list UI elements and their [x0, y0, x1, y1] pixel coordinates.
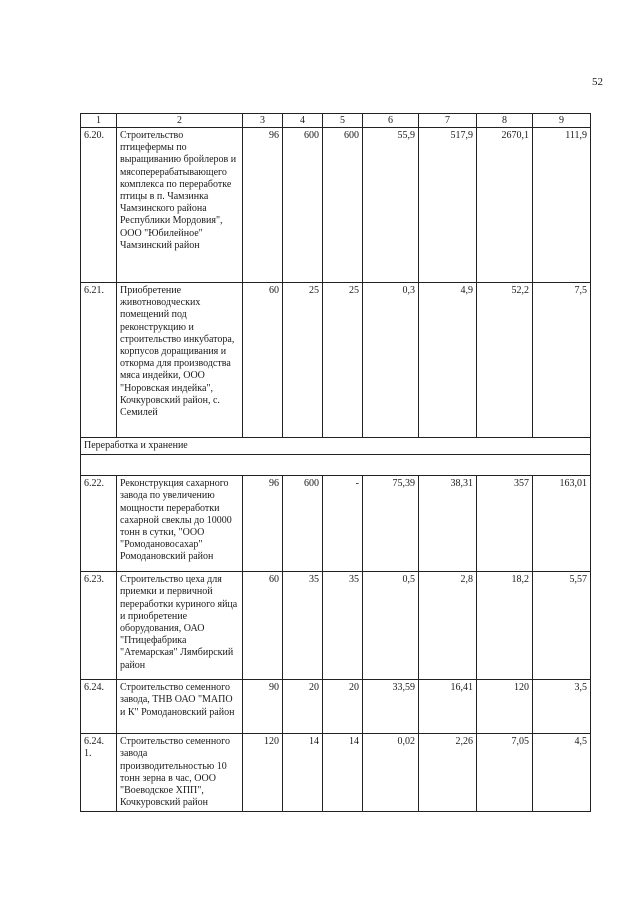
- row-index: 6.23.: [81, 572, 117, 680]
- cell-col9: 111,9: [533, 128, 591, 283]
- project-name: Строительство цеха для приемки и первичной переработки куриного яйца и приобретение оборудования, ОАО "Птицефабрика "Атемарская" Лямбирский район: [117, 572, 243, 680]
- cell-col5: 20: [323, 680, 363, 734]
- project-name: Строительство птицефермы по выращиванию бройлеров и мясоперерабатывающего комплекса по переработке птицы в п. Чамзинка Чамзинского района Республики Мордовия", ООО "Юбилейное" Чамзинский район: [117, 128, 243, 283]
- cell-col6: 75,39: [363, 476, 419, 572]
- project-name: Строительство семенного завода, ТНВ ОАО "МАПО и К" Ромодановский район: [117, 680, 243, 734]
- table-row: [81, 680, 591, 734]
- spacer-row: [81, 455, 591, 476]
- project-name: Строительство семенного завода производительностью 10 тонн зерна в час, ООО "Воеводское ХПП", Кочкуровский район: [117, 734, 243, 812]
- header-cell: 4: [283, 114, 323, 128]
- cell-col6: 33,59: [363, 680, 419, 734]
- cell-col4: 600: [283, 128, 323, 283]
- header-cell: 9: [533, 114, 591, 128]
- cell-col6: 55,9: [363, 128, 419, 283]
- cell-col3: 96: [243, 128, 283, 283]
- cell-col3: 60: [243, 572, 283, 680]
- table-row: [81, 128, 591, 283]
- cell-col5: 600: [323, 128, 363, 283]
- row-index: 6.22.: [81, 476, 117, 572]
- row-index: 6.20.: [81, 128, 117, 283]
- header-cell: 1: [81, 114, 117, 128]
- cell-col5: 14: [323, 734, 363, 812]
- cell-col3: 120: [243, 734, 283, 812]
- cell-col8: 120: [477, 680, 533, 734]
- header-cell: 2: [117, 114, 243, 128]
- table-row: [81, 283, 591, 438]
- cell-col7: 4,9: [419, 283, 477, 438]
- cell-col7: 38,31: [419, 476, 477, 572]
- header-cell: 8: [477, 114, 533, 128]
- page-number: 52: [592, 76, 603, 88]
- cell-col5: 35: [323, 572, 363, 680]
- cell-col6: 0,3: [363, 283, 419, 438]
- header-cell: 3: [243, 114, 283, 128]
- cell-col9: 4,5: [533, 734, 591, 812]
- section-row: [81, 438, 591, 455]
- table-header-row: [81, 114, 591, 128]
- cell-col7: 517,9: [419, 128, 477, 283]
- cell-col4: 35: [283, 572, 323, 680]
- cell-col3: 96: [243, 476, 283, 572]
- cell-col4: 20: [283, 680, 323, 734]
- cell-col6: 0,02: [363, 734, 419, 812]
- header-cell: 5: [323, 114, 363, 128]
- table-row: [81, 476, 591, 572]
- project-name: Приобретение животноводческих помещений под реконструкцию и строительство инкубатора, корпусов доращивания и откорма для производства мяса индейки, ООО "Норовская индейка", Кочкуровский район, с. Семилей: [117, 283, 243, 438]
- cell-col3: 90: [243, 680, 283, 734]
- cell-col8: 18,2: [477, 572, 533, 680]
- cell-col8: 52,2: [477, 283, 533, 438]
- cell-col8: 7,05: [477, 734, 533, 812]
- cell-col6: 0,5: [363, 572, 419, 680]
- investment-projects-table: [80, 113, 591, 812]
- row-index: 6.24.: [81, 680, 117, 734]
- cell-col4: 14: [283, 734, 323, 812]
- cell-col3: 60: [243, 283, 283, 438]
- section-title: Переработка и хранение: [81, 438, 591, 455]
- header-cell: 7: [419, 114, 477, 128]
- cell-col5: 25: [323, 283, 363, 438]
- cell-col4: 600: [283, 476, 323, 572]
- cell-col4: 25: [283, 283, 323, 438]
- cell-col9: 5,57: [533, 572, 591, 680]
- cell-col8: 2670,1: [477, 128, 533, 283]
- cell-col7: 2,26: [419, 734, 477, 812]
- table-row: [81, 572, 591, 680]
- cell-col7: 16,41: [419, 680, 477, 734]
- project-name: Реконструкция сахарного завода по увеличению мощности переработки сахарной свеклы до 10000 тонн в сутки, "ООО "Ромодановосахар" Ромодановский район: [117, 476, 243, 572]
- cell-col9: 3,5: [533, 680, 591, 734]
- table-row: [81, 734, 591, 812]
- header-cell: 6: [363, 114, 419, 128]
- cell-col5: -: [323, 476, 363, 572]
- spacer-cell: [81, 455, 591, 476]
- cell-col7: 2,8: [419, 572, 477, 680]
- cell-col9: 7,5: [533, 283, 591, 438]
- row-index: 6.21.: [81, 283, 117, 438]
- cell-col8: 357: [477, 476, 533, 572]
- cell-col9: 163,01: [533, 476, 591, 572]
- row-index: 6.24. 1.: [81, 734, 117, 812]
